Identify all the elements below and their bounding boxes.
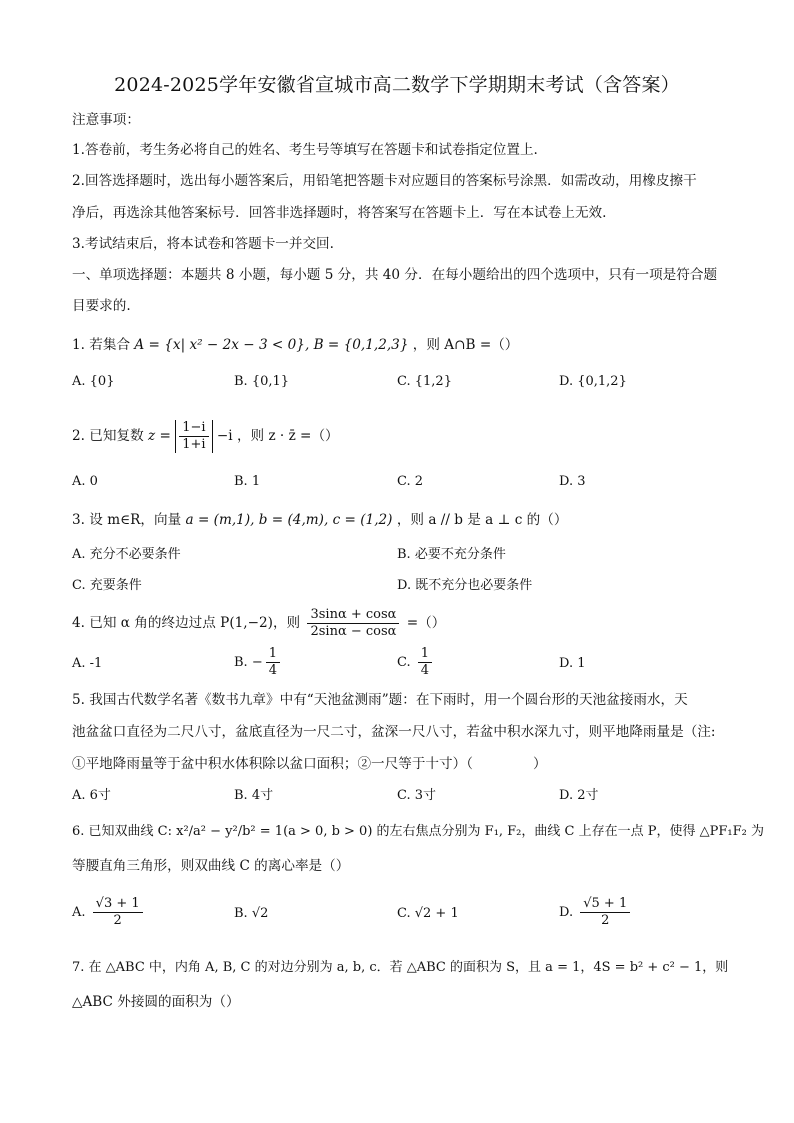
q1-option-b: B. {0,1} (234, 374, 290, 389)
question-2 (72, 420, 339, 450)
q6-option-d-fraction (580, 896, 630, 929)
q4-option-b-label: B. (234, 655, 248, 670)
q1-option-a: A. {0} (72, 374, 115, 389)
q2-fraction (179, 420, 208, 453)
q5-option-a: A. 6寸 (72, 788, 111, 803)
q5-line-1: 5. 我国古代数学名著《数书九章》中有“天池盆测雨”题：在下雨时，用一个圆台形的天池盆接雨水，天 (72, 692, 688, 708)
q1-option-c: C. {1,2} (397, 374, 452, 389)
q5-option-d: D. 2寸 (559, 788, 599, 803)
q6-line-2: 等腰直角三角形，则双曲线 C 的离心率是（） (72, 858, 350, 874)
q2-suffix: ，则 z · z̄ =（） (236, 428, 339, 444)
q3-option-c: C. 充要条件 (72, 578, 142, 593)
q1-prefix: 1. 若集合 (72, 337, 131, 353)
q4-numerator: 3sinα + cosα (307, 607, 399, 624)
q5-option-b: B. 4寸 (234, 788, 274, 803)
q6-option-a-fraction (93, 896, 143, 929)
q4-option-c-den: 4 (420, 663, 430, 678)
q3-option-a: A. 充分不必要条件 (72, 547, 181, 562)
page-title: 2024-2025学年安徽省宣城市高二数学下学期期末考试（含答案） (114, 74, 680, 96)
q2-after-abs: −i (216, 428, 233, 444)
q4-option-b-sign: − (251, 655, 263, 670)
q7-line-1: 7. 在 △ABC 中，内角 A, B, C 的对边分别为 a, b, c．若 △ABC 的面积为 S，且 a = 1，4S = b² + c² − 1，则 (72, 960, 729, 975)
q6-option-a (72, 895, 146, 931)
q5-option-c: C. 3寸 (397, 788, 437, 803)
q6-option-b: B. √2 (234, 906, 269, 921)
q1-suffix: ，则 A∩B =（） (412, 337, 519, 353)
question-1 (72, 335, 518, 355)
q4-option-b-den: 4 (268, 663, 278, 678)
q3-vectors: a = (m,1), b = (4,m), c = (1,2) (185, 512, 393, 528)
q5-line-3-text: ①平地降雨量等于盆中积水体积除以盆口面积；②一尺等于十寸）（ (72, 756, 474, 772)
q2-option-a: A. 0 (72, 474, 98, 489)
notice-item-3: 3.考试结束后，将本试卷和答题卡一并交回. (72, 236, 334, 252)
q6-option-d (559, 895, 633, 931)
notice-item-2b: 净后，再选涂其他答案标号．回答非选择题时，将答案写在答题卡上．写在本试卷上无效. (72, 205, 607, 221)
q6-line-1: 6. 已知双曲线 C: x²/a² − y²/b² = 1(a > 0, b > 0) 的左右焦点分别为 F₁, F₂，曲线 C 上存在一点 P，使得 △PF₁F₂ 为 (72, 824, 764, 839)
q6-option-a-num: √3 + 1 (93, 896, 143, 913)
question-4 (72, 605, 445, 641)
q7-line-2: △ABC 外接圆的面积为（） (72, 994, 240, 1010)
q2-option-d: D. 3 (559, 474, 586, 489)
q2-z: z = (148, 428, 171, 444)
q5-line-3 (72, 754, 547, 774)
q2-option-b: B. 1 (234, 474, 261, 489)
section-heading-line2: 目要求的. (72, 298, 131, 314)
q3-text1: 3. 设 m∈R，向量 (72, 512, 182, 528)
section-heading-line1: 一、单项选择题：本题共 8 小题，每小题 5 分，共 40 分．在每小题给出的四个选项中，只有一项是符合题 (72, 267, 718, 283)
q4-option-b-num: 1 (266, 646, 280, 663)
q2-prefix: 2. 已知复数 (72, 428, 144, 444)
q4-option-d: D. 1 (559, 656, 586, 671)
q6-option-a-den: 2 (113, 913, 122, 928)
q2-option-c: C. 2 (397, 474, 424, 489)
q3-text2: ，则 a // b 是 a ⊥ c 的（） (396, 512, 568, 528)
q4-option-c-label: C. (397, 655, 411, 670)
q4-option-c-num: 1 (418, 646, 432, 663)
q6-option-d-den: 2 (601, 913, 610, 928)
question-3 (72, 510, 567, 530)
q2-abs-value (175, 420, 212, 453)
q1-option-d: D. {0,1,2} (559, 374, 627, 389)
q4-option-c-fraction (418, 646, 432, 679)
q4-option-b-fraction (266, 646, 280, 679)
notice-item-1: 1.答卷前，考生务必将自己的姓名、考生号等填写在答题卡和试卷指定位置上. (72, 142, 538, 158)
q3-option-d: D. 既不充分也必要条件 (397, 578, 533, 593)
q4-fraction (307, 607, 399, 640)
q6-option-d-num: √5 + 1 (580, 896, 630, 913)
q6-option-d-label: D. (559, 905, 574, 920)
q4-option-c (397, 645, 435, 681)
q3-option-b: B. 必要不充分条件 (397, 547, 506, 562)
q4-text1: 4. 已知 α 角的终边过点 P(1,−2)，则 (72, 615, 301, 631)
notice-item-2a: 2.回答选择题时，选出每小题答案后，用铅笔把答题卡对应题目的答案标号涂黑．如需改动，用橡皮擦干 (72, 173, 697, 189)
q2-denominator: 1+i (182, 437, 206, 452)
q4-text2: =（） (406, 615, 446, 631)
notice-heading: 注意事项： (72, 112, 140, 128)
q1-sets: A = {x| x² − 2x − 3 < 0}, B = {0,1,2,3} (134, 337, 409, 353)
q2-numerator: 1−i (179, 420, 208, 437)
q6-option-c: C. √2 + 1 (397, 906, 459, 921)
q5-line-3-end: ） (533, 756, 547, 772)
q4-option-b (234, 645, 283, 681)
q4-denominator: 2sinα − cosα (310, 624, 397, 639)
q5-line-2: 池盆盆口直径为二尺八寸，盆底直径为一尺二寸，盆深一尺八寸，若盆中积水深九寸，则平地降雨量是（注: (72, 724, 716, 740)
q4-option-a: A. -1 (72, 656, 103, 671)
q6-option-a-label: A. (72, 905, 86, 920)
